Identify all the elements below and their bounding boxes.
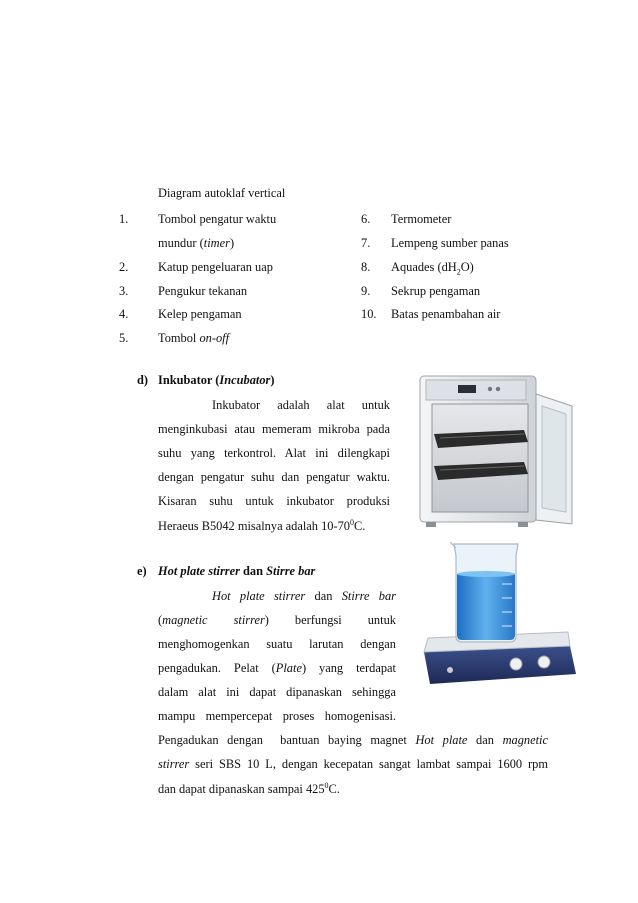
list-item: mundur (timer) — [158, 236, 235, 250]
list-number: 3. — [119, 284, 129, 298]
diagram-title: Diagram autoklaf vertical — [158, 186, 286, 200]
list-item: Kelep pengaman — [158, 307, 242, 321]
section-e-line: Pengadukan dengan bantuan baying magnet Hot plate dan magnetic — [158, 733, 548, 747]
list-item: Termometer — [391, 212, 452, 226]
incubator-image — [400, 372, 578, 532]
list-item: Aquades $(dH_2O)$ — [391, 260, 474, 277]
section-d-line: menginkubasi atau memeram mikroba pada — [158, 422, 390, 436]
list-item: Tombol on-off — [158, 331, 230, 345]
list-number: 1. — [119, 212, 129, 226]
list-item: Batas penambahan air — [391, 307, 501, 321]
section-e-line: pengadukan. Pelat (Plate) yang terdapat — [158, 661, 396, 675]
section-d-line: Heraeus B5042 misalnya adalah $10-70^0C$. — [158, 518, 366, 534]
list-item: Lempeng sumber panas — [391, 236, 509, 250]
list-item: Tombol pengatur waktu — [158, 212, 277, 226]
list-number: 9. — [361, 284, 371, 298]
section-d-title: Inkubator (Incubator) — [158, 373, 275, 387]
list-item: Sekrup pengaman — [391, 284, 481, 298]
section-e-line: menghomogenkan suatu larutan dengan — [158, 637, 396, 651]
section-e-line: stirrer seri SBS 10 L, dengan kecepatan sangat lambat sampai 1600 rpm — [158, 757, 548, 771]
list-item: Katup pengeluaran uap — [158, 260, 273, 274]
hot-plate-stirrer-image — [420, 540, 578, 690]
section-e-line: mampu mempercepat proses homogenisasi. — [158, 709, 396, 723]
section-e-title: Hot plate stirrer dan Stirre bar — [158, 564, 316, 578]
section-e-line: dan dapat dipanaskan sampai $425^0C$. — [158, 781, 340, 797]
section-e-marker: e) — [137, 564, 147, 578]
section-d-marker: d) — [137, 373, 149, 387]
list-number: 7. — [361, 236, 371, 250]
section-e-line: dalam alat ini dapat dipanaskan sehingga — [158, 685, 396, 699]
list-number: 5. — [119, 331, 129, 345]
list-number: 6. — [361, 212, 371, 226]
list-number: 8. — [361, 260, 371, 274]
list-item: Pengukur tekanan — [158, 284, 248, 298]
section-e-line: Hot plate stirrer dan Stirre bar — [212, 589, 396, 603]
list-number: 2. — [119, 260, 129, 274]
section-d-line: Kisaran suhu untuk inkubator produksi — [158, 494, 390, 508]
section-d-line: dengan pengatur suhu dan pengatur waktu. — [158, 470, 390, 484]
list-number: 4. — [119, 307, 129, 321]
section-d-line: Inkubator adalah alat untuk — [212, 398, 390, 412]
section-d-line: suhu yang terkontrol. Alat ini dilengkapi — [158, 446, 390, 460]
section-e-line: (magnetic stirrer) berfungsi untuk — [158, 613, 396, 627]
list-number: 10. — [361, 307, 377, 321]
